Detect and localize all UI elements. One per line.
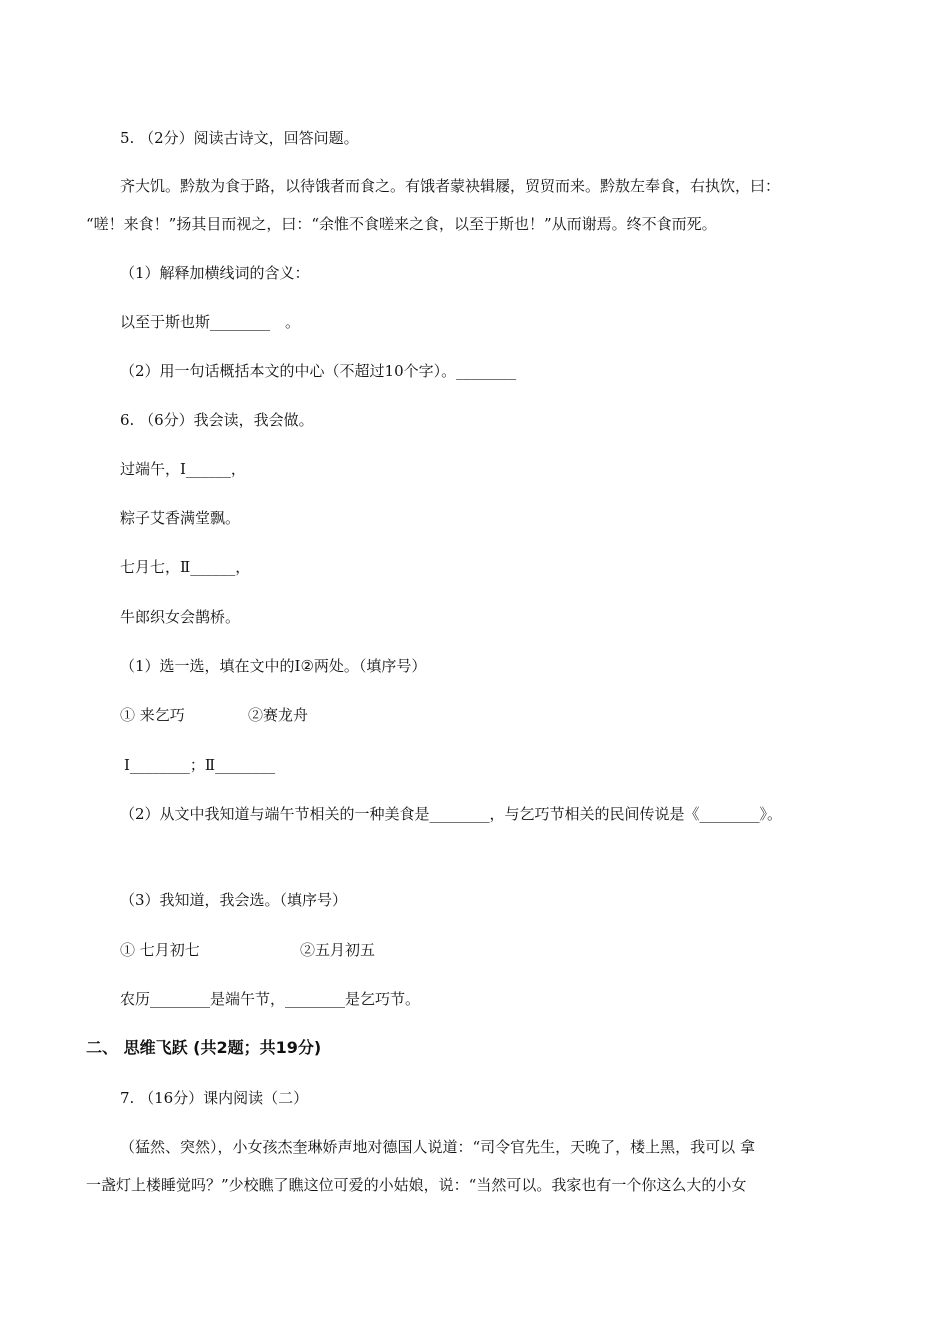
q6-sub1: （1）选一选，填在文中的Ⅰ②两处。（填序号） (120, 657, 427, 675)
q6-sub2: （2）从文中我知道与端午节相关的一种美食是________，与乞巧节相关的民间传说是《________》。 (120, 805, 783, 823)
q6-sub3-answer: 农历________是端午节，________是乞巧节。 (120, 990, 421, 1008)
q6-poem-line-2: 粽子艾香满堂飘。 (120, 509, 241, 527)
q6-poem-line-1: 过端午，Ⅰ______， (120, 460, 246, 478)
q6-sub3: （3）我知道，我会选。（填序号） (120, 891, 348, 909)
q5-passage-line-1: 齐大饥。黔敖为食于路，以待饿者而食之。有饿者蒙袂辑屦，贸贸而来。黔敖左奉食，右执饮，曰： (120, 177, 781, 195)
q7-passage-line-1: （猛然、突然），小女孩杰奎琳娇声地对德国人说道：“司令官先生，天晚了，楼上黑，我可以 拿 (120, 1138, 755, 1156)
q5-passage-line-2: “嗟！来食！”扬其目而视之，曰：“余惟不食嗟来之食，以至于斯也！”从而谢焉。终不食而死。 (86, 215, 717, 233)
q6-title: 6. （6分）我会读，我会做。 (120, 411, 314, 429)
q6-poem-line-3: 七月七，Ⅱ______， (120, 558, 251, 576)
q5-sub2: （2）用一句话概括本文的中心（不超过10个字）。________ (120, 362, 517, 380)
q6-sub1-answer: Ⅰ________；Ⅱ________ (124, 756, 276, 774)
q5-sub1-item: 以至于斯也斯________ 。 (120, 313, 301, 331)
q6-poem-line-4: 牛郎织女会鹊桥。 (120, 608, 241, 626)
q6-sub1-option-a: ① 来乞巧 (120, 706, 185, 724)
q7-passage-line-2: 一盏灯上楼睡觉吗？”少校瞧了瞧这位可爱的小姑娘，说：“当然可以。我家也有一个你这么大的小女 (86, 1176, 747, 1194)
q5-title: 5. （2分）阅读古诗文，回答问题。 (120, 129, 359, 147)
q6-sub3-option-b: ②五月初五 (300, 941, 376, 959)
q6-sub1-option-b: ②赛龙舟 (248, 706, 309, 724)
q5-sub1: （1）解释加横线词的含义： (120, 264, 310, 282)
q7-title: 7. （16分）课内阅读（二） (120, 1089, 309, 1107)
section-2-heading: 二、 思维飞跃 (共2题；共19分) (86, 1038, 322, 1057)
q6-sub3-option-a: ① 七月初七 (120, 941, 200, 959)
